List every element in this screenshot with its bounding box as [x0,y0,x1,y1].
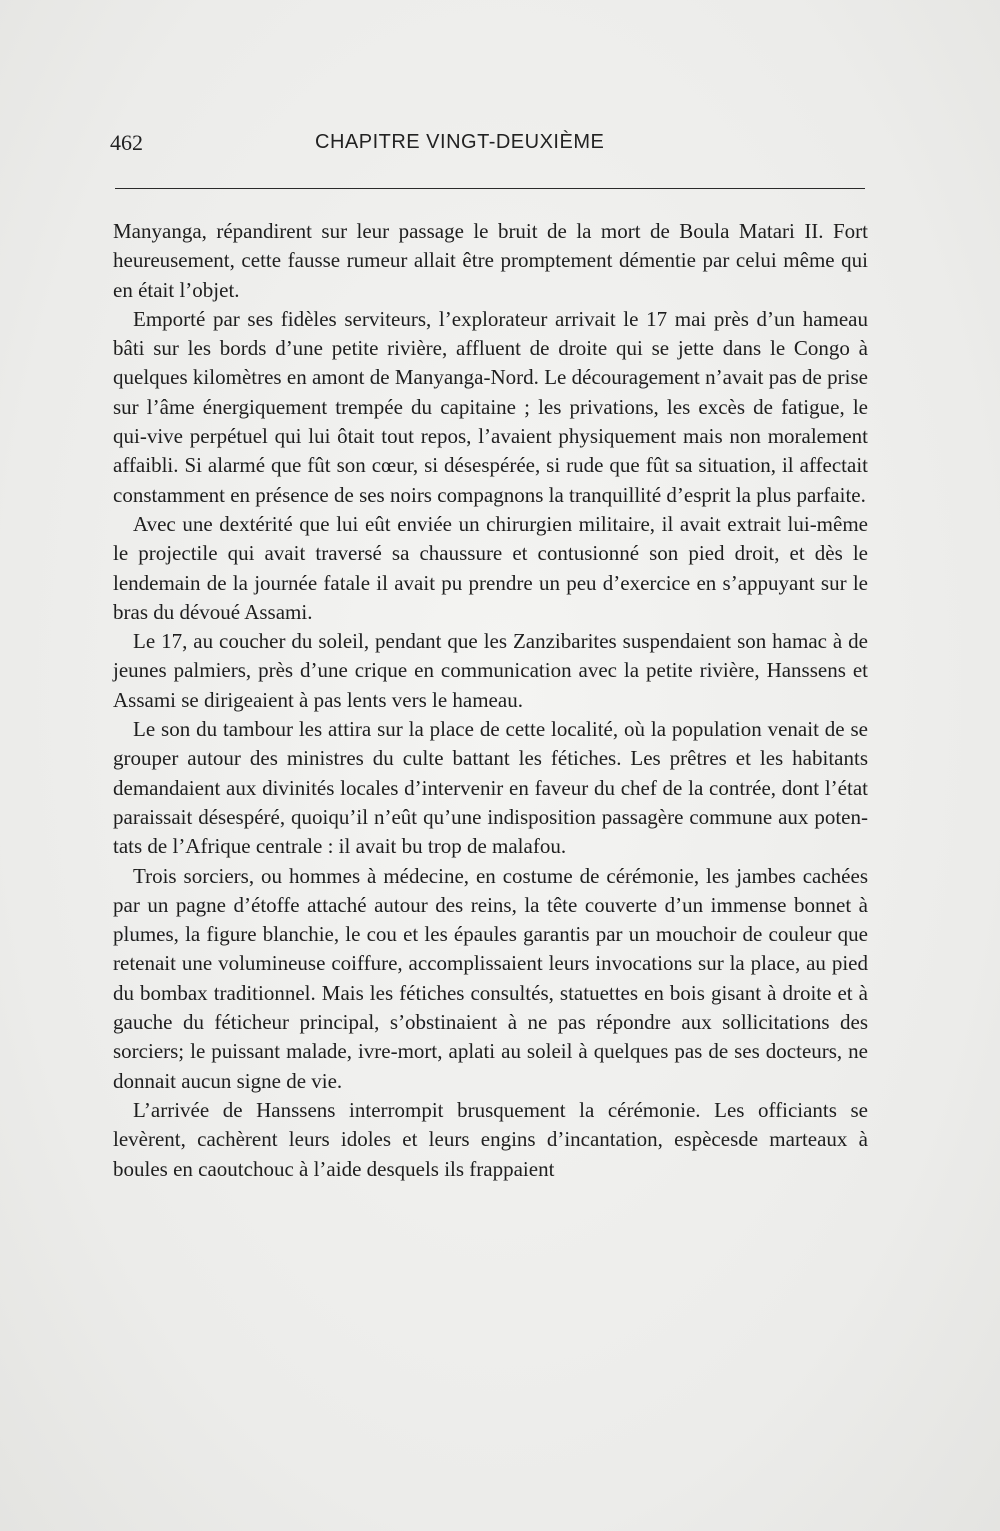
paragraph-7: L’arrivée de Hanssens interrompit brusquement la cérémonie. Les officiants se levèrent, cachèrent leurs idoles et leurs engins d’incantation, espècesde marteaux à boules en caoutchouc à l’aide desquels ils frappaient [113,1097,868,1181]
paragraph-1: Manyanga, répandirent sur leur passage le bruit de la mort de Boula Matari II. Fort heureusement, cette fausse rumeur allait être promptement démentie par celui même qui en était l’objet. [113,219,868,302]
paragraph-2: Emporté par ses fidèles serviteurs, l’explorateur arrivait le 17 mai près d’un hameau bâti sur les bords d’une petite rivière, affluent de droite qui se jette dans le Congo à quelques kilomètres en amont de Manyanga-Nord. Le découragement n’avait pas de prise sur l’âme énergiquement trempée du capitaine ; les privations, les excès de fatigue, le qui-vive perpétuel qui lui ôtait tout repos, l’avaient physiquement mais non moralement affaibli. Si alarmé que fût son cœur, si désespérée, si rude que fût sa situation, il affectait constamment en présence de ses noirs compagnons la tranquillité d’esprit la plus parfaite. [113,306,868,507]
paragraph-3: Avec une dextérité que lui eût enviée un chirurgien militaire, il avait extrait lui-même le projectile qui avait traversé sa chaussure et contusionné son pied droit, et dès le lendemain de la journée fatale il avait pu prendre un peu d’exercice en s’appuyant sur le bras du dévoué Assami. [113,511,868,624]
page-number: 462 [110,130,143,155]
header-rule [115,188,865,189]
paragraph-4: Le 17, au coucher du soleil, pendant que les Zanzibarites suspendaient son hamac à de jeunes palmiers, près d’une crique en communication avec la petite rivière, Hanssens et Assami se dirigeaient à pas lents vers le hameau. [113,629,868,712]
page-header [110,130,870,160]
paragraph-5: Le son du tambour les attira sur la place de cette localité, où la population venait de se grouper autour des ministres du culte battant les fétiches. Les prêtres et les habitants demandaient aux divinités locales d’intervenir en faveur du chef de la contrée, dont l’état paraissait désespéré, quoiqu’il n’eût qu’une indisposition passagère commune aux potentats de l’Afrique centrale : il avait bu trop de malafou. [113,717,868,859]
paragraph-6: Trois sorciers, ou hommes à médecine, en costume de cérémonie, les jambes cachées par un pagne d’étoffe attaché autour des reins, la tête couverte d’un immense bonnet à plumes, la figure blanchie, le cou et les épaules garantis par un mouchoir de couleur que retenait une volumineuse coiffure, accomplissaient leurs invocations sur la place, au pied du bombax traditionnel. Mais les fétiches consultés, statuettes en bois gisant à droite et à gauche du féticheur principal, s’obstinaient à ne pas répondre aux sollicitations des sorciers; le puissant malade, ivre-mort, aplati au soleil à quelques pas de ses docteurs, ne donnait aucun signe de vie. [113,863,868,1093]
body-text [113,217,868,1184]
running-title: CHAPITRE VINGT-DEUXIÈME [315,131,605,153]
